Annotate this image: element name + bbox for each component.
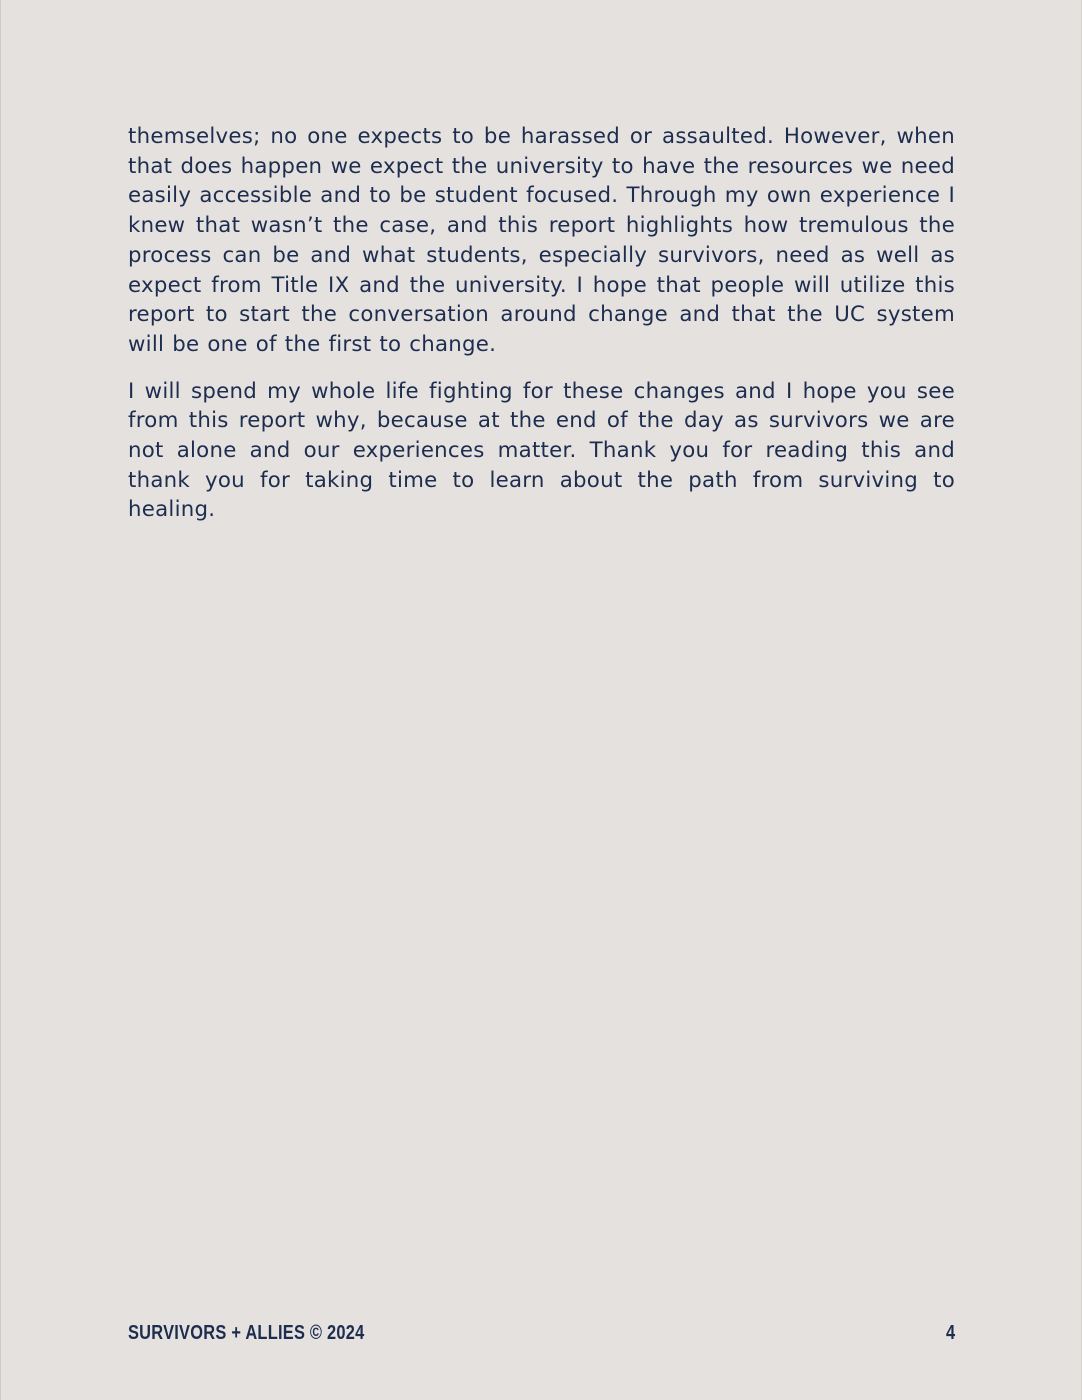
page-left-edge — [0, 0, 1, 1400]
page-number: 4 — [945, 1322, 955, 1344]
body-paragraph: I will spend my whole life fighting for these changes and I hope you see from this report why, because at the end of the day as survivors we are not alone and our experiences matter. Thank you for reading this and thank you for taking time to learn about the path from surviving to healing. — [128, 378, 955, 523]
page-footer — [128, 1322, 955, 1345]
body-text — [128, 122, 955, 542]
body-paragraph: themselves; no one expects to be harassed or assaulted. However, when that does happen we expect the university to have the resources we need easily accessible and to be student focused. Through my own experience I knew that wasn’t the case, and this report highlights how tremulous the process can be and what students, especially survivors, need as well as expect from Title IX and the university. I hope that people will utilize this report to start the conversation around change and that the UC system will be one of the first to change. — [128, 124, 955, 357]
footer-copyright: SURVIVORS + ALLIES © 2024 — [128, 1322, 365, 1344]
